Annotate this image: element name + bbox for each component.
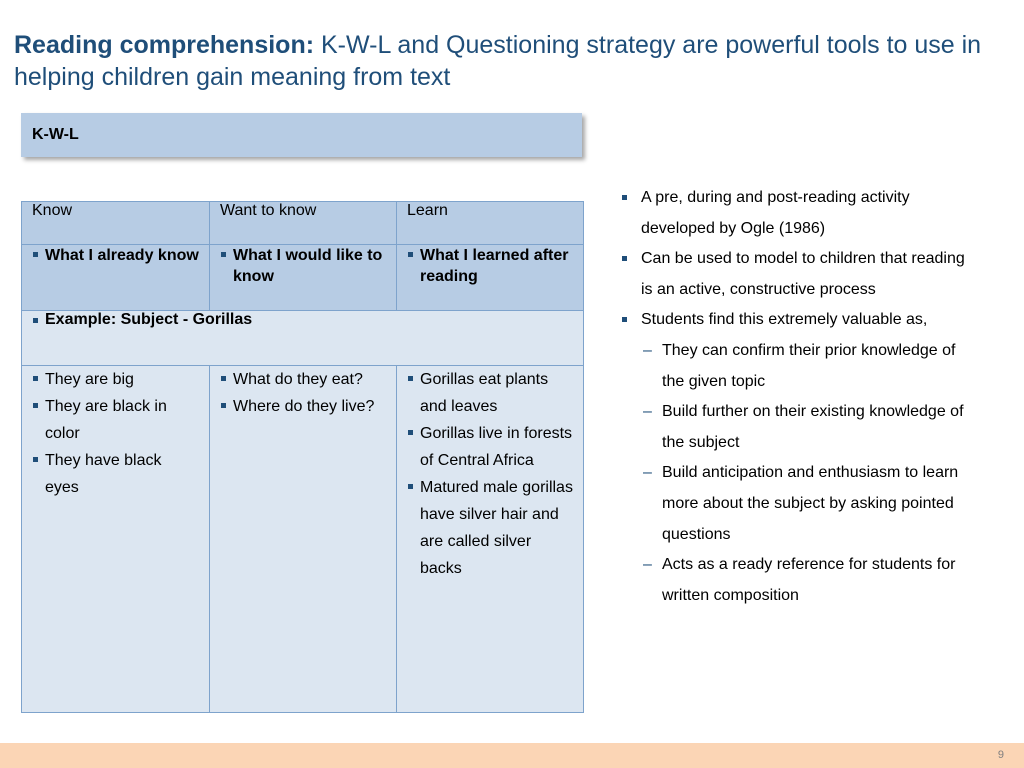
list-item: What do they eat? [220, 366, 386, 393]
prompt-learn: What I learned after reading [407, 245, 573, 287]
body-want-cell [210, 366, 397, 713]
page-number: 9 [997, 749, 1004, 761]
bullet-item: A pre, during and post-reading activity developed by Ogle (1986) [620, 183, 980, 244]
slide-title-bold: Reading comprehension: [14, 31, 315, 59]
list-item: Gorillas eat plants and leaves [407, 366, 573, 420]
body-know-cell [22, 366, 210, 713]
prompt-want: What I would like to know [220, 245, 386, 287]
kwl-header-label: K-W-L [32, 126, 79, 143]
prompt-cell [397, 245, 584, 311]
slide-title [14, 29, 1004, 93]
sub-bullet-list [641, 336, 980, 611]
list-item: They are big [32, 366, 199, 393]
list-item: Gorillas live in forests of Central Africa [407, 420, 573, 474]
table-body-row [22, 366, 584, 713]
header-learn: Learn [397, 202, 584, 245]
example-cell [22, 311, 584, 366]
table-header-row [22, 202, 584, 245]
sub-bullet-item: – Build anticipation and enthusiasm to learn more about the subject by asking pointed questions [641, 458, 980, 550]
list-item: Where do they live? [220, 393, 386, 420]
body-learn-cell [397, 366, 584, 713]
kwl-table [21, 201, 584, 713]
header-know: Know [22, 202, 210, 245]
slide-title-rest: K-W-L and Questioning strategy are powerful tools to use in helping children gain meaning from text [14, 31, 982, 91]
bullet-text: Students find this extremely valuable as, [641, 311, 928, 329]
sub-bullet-item: – Build further on their existing knowledge of the subject [641, 397, 980, 458]
bullet-item: Can be used to model to children that reading is an active, constructive process [620, 244, 980, 305]
sub-bullet-item: – They can confirm their prior knowledge of the given topic [641, 336, 980, 397]
prompt-cell [210, 245, 397, 311]
header-want-to-know: Want to know [210, 202, 397, 245]
prompt-know: What I already know [32, 245, 199, 266]
right-panel [620, 183, 980, 611]
example-subject: Example: Subject - Gorillas [32, 311, 573, 329]
footer-bar [0, 743, 1024, 768]
list-item: They have black eyes [32, 447, 199, 501]
kwl-header-bar [21, 113, 582, 157]
bullet-item [620, 305, 980, 611]
prompt-cell [22, 245, 210, 311]
list-item: They are black in color [32, 393, 199, 447]
list-item: Matured male gorillas have silver hair and are called silver backs [407, 474, 573, 582]
sub-bullet-item: – Acts as a ready reference for students for written composition [641, 550, 980, 611]
table-example-row [22, 311, 584, 366]
table-prompt-row [22, 245, 584, 311]
